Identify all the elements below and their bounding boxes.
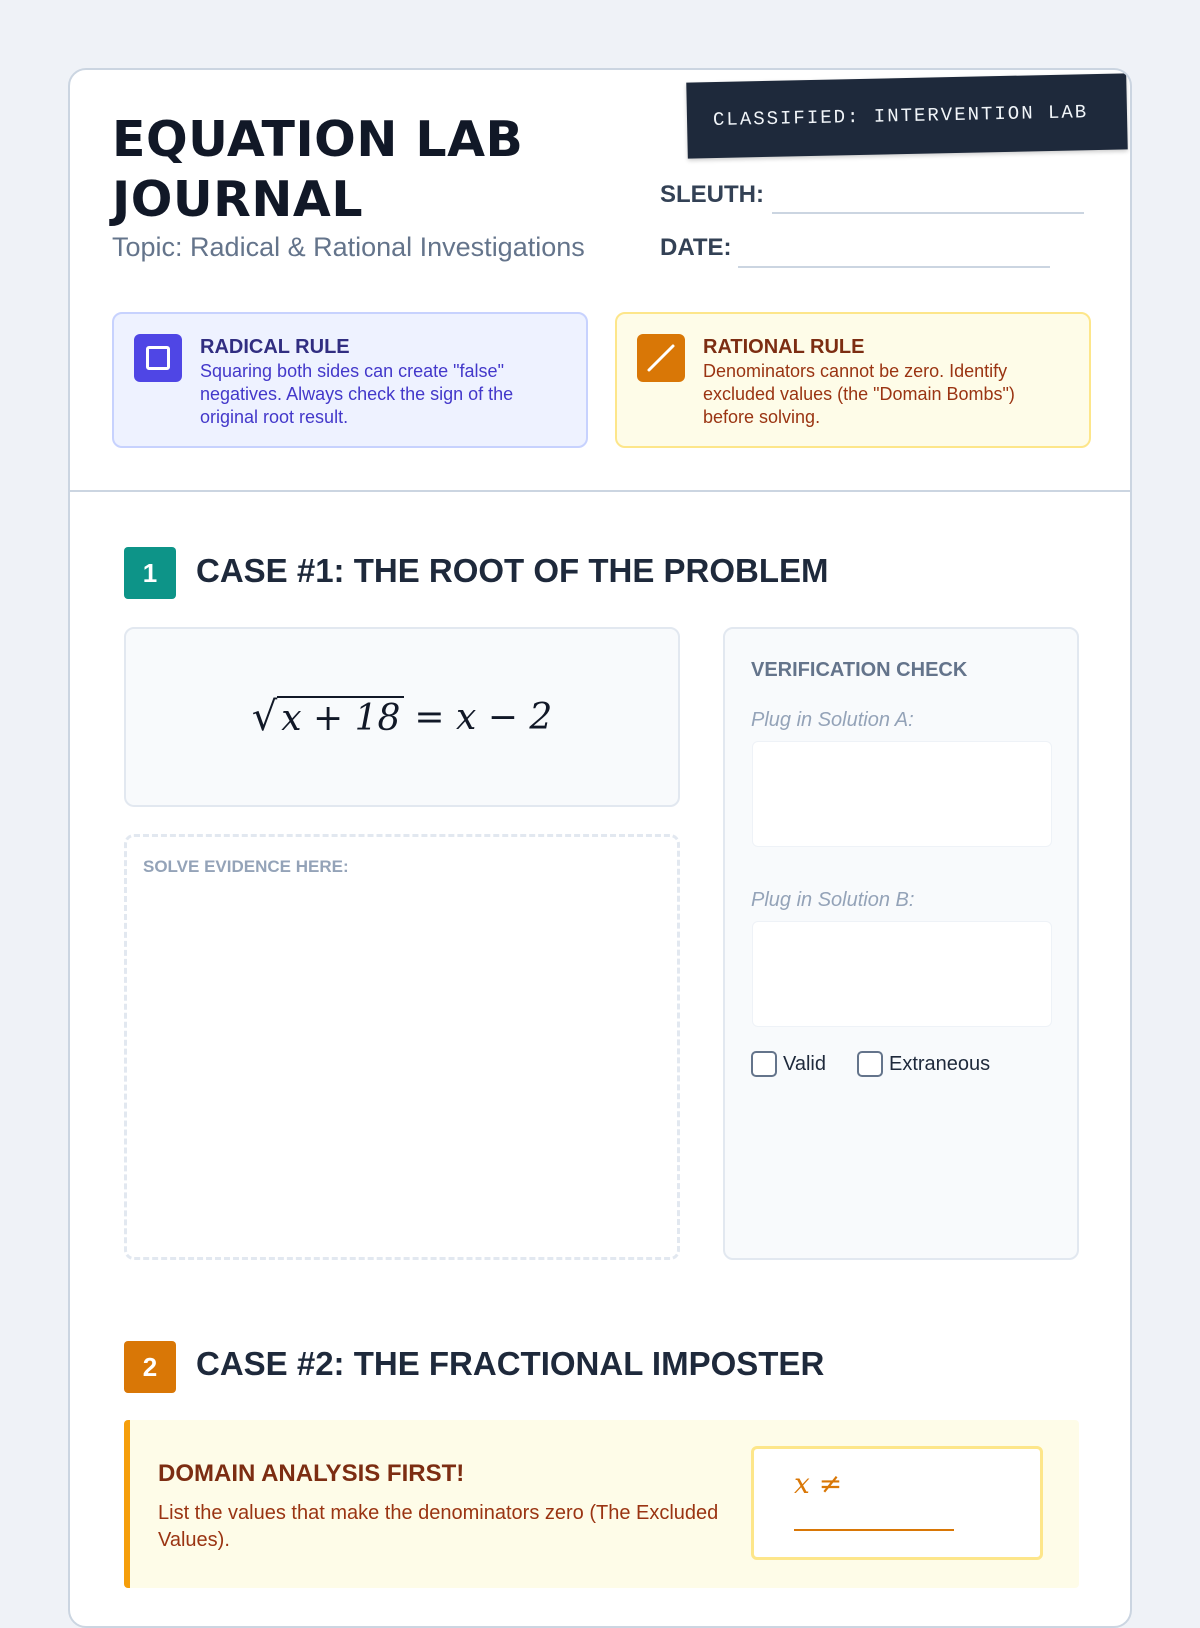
solve-evidence-area[interactable] — [124, 834, 680, 1260]
radical-rule-title: RADICAL RULE — [200, 336, 350, 358]
valid-checkbox[interactable] — [751, 1051, 777, 1077]
valid-label: Valid — [783, 1052, 826, 1075]
plug-solution-b-field[interactable] — [752, 921, 1052, 1027]
rational-rule-text: Denominators cannot be zero. Identify excluded values (the "Domain Bombs") before solving. — [703, 361, 1015, 427]
verification-title: VERIFICATION CHECK — [751, 659, 968, 681]
excluded-value-expression: x ≠ — [794, 1467, 843, 1500]
title-line-2: JOURNAL — [112, 171, 364, 228]
date-label: DATE: — [660, 234, 732, 261]
verification-panel — [723, 627, 1079, 1260]
domain-analysis-title: DOMAIN ANALYSIS FIRST! — [158, 1460, 465, 1487]
solve-evidence-label: SOLVE EVIDENCE HERE: — [143, 857, 349, 876]
radical-rule-text: Squaring both sides can create "false" negatives. Always check the sign of the original root result. — [200, 361, 514, 427]
case-1-badge: 1 — [124, 547, 176, 599]
page-title — [112, 110, 523, 230]
extraneous-checkbox[interactable] — [857, 1051, 883, 1077]
slash-icon — [637, 334, 685, 382]
case-2-badge: 2 — [124, 1341, 176, 1393]
excluded-values-field[interactable] — [751, 1446, 1043, 1560]
title-line-1: EQUATION LAB — [112, 111, 524, 168]
excluded-value-answer-line — [794, 1529, 954, 1531]
case-1-equation-box — [124, 627, 680, 807]
extraneous-option[interactable] — [857, 1051, 990, 1077]
plug-solution-a-field[interactable] — [752, 741, 1052, 847]
extraneous-label: Extraneous — [889, 1052, 991, 1075]
case-2-title: CASE #2: THE FRACTIONAL IMPOSTER — [196, 1345, 825, 1382]
classified-stamp: CLASSIFIED: INTERVENTION LAB — [686, 73, 1127, 158]
domain-analysis-callout — [124, 1420, 1079, 1588]
date-field[interactable] — [738, 266, 1050, 268]
radical-equation — [126, 629, 678, 805]
plug-solution-b-label: Plug in Solution B: — [751, 889, 915, 911]
topic-subtitle: Topic: Radical & Rational Investigations — [112, 232, 585, 262]
square-icon — [134, 334, 182, 382]
sleuth-label: SLEUTH: — [660, 181, 764, 208]
equation-rhs: = x − 2 — [414, 696, 553, 738]
plug-solution-a-label: Plug in Solution A: — [751, 709, 914, 731]
case-1-title: CASE #1: THE ROOT OF THE PROBLEM — [196, 552, 829, 589]
worksheet — [68, 68, 1132, 1628]
radicand: x + 18 — [277, 696, 404, 739]
valid-option[interactable] — [751, 1051, 826, 1077]
domain-analysis-text: List the values that make the denominators zero (The Excluded Values). — [158, 1502, 719, 1551]
radical-rule-card — [112, 312, 588, 448]
sleuth-field[interactable] — [772, 212, 1084, 214]
rational-rule-title: RATIONAL RULE — [703, 336, 865, 358]
rational-rule-card — [615, 312, 1091, 448]
section-divider — [70, 490, 1130, 492]
square-root-symbol: √ — [251, 694, 278, 740]
